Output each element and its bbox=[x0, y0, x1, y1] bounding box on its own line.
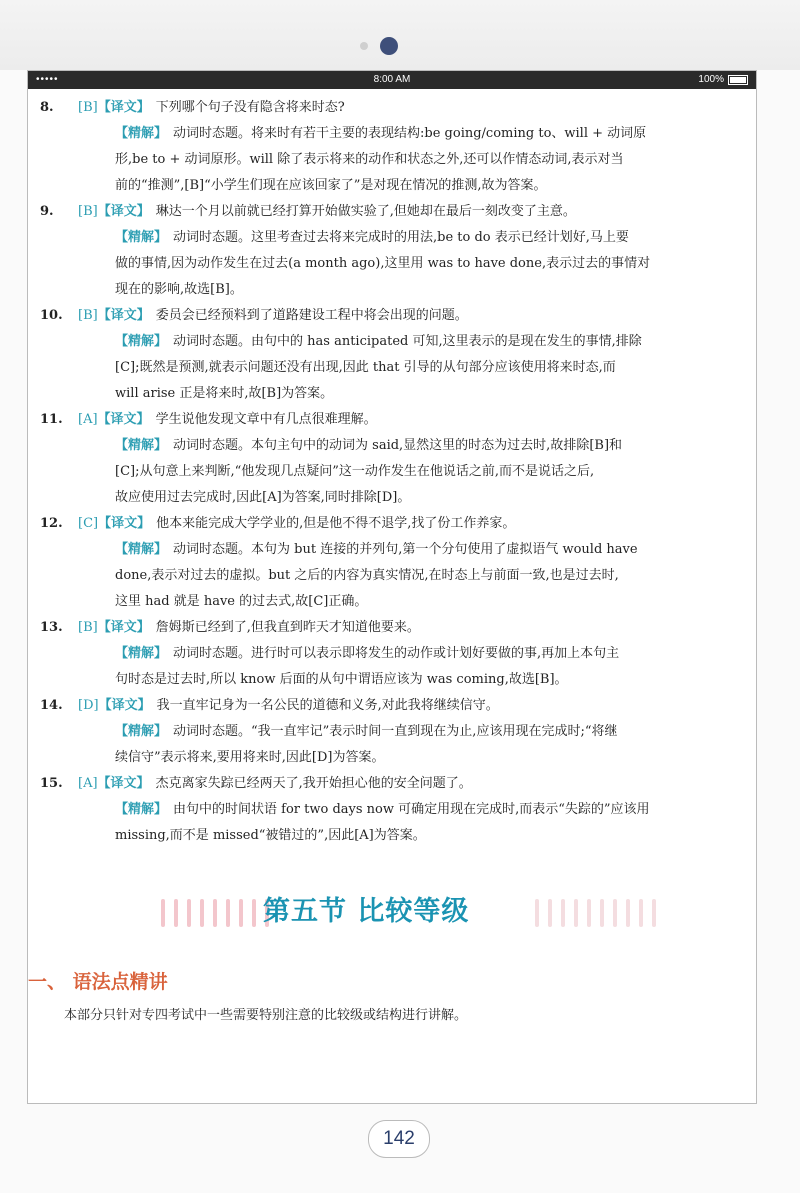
explanation-text: will arise 正是将来时,故[B]为答案。 bbox=[115, 386, 334, 401]
translation-tag: 【译文】 bbox=[97, 776, 150, 791]
explanation-text: 这里 had 就是 have 的过去式,故[C]正确。 bbox=[115, 594, 368, 609]
device-bezel bbox=[0, 0, 800, 70]
explanation-line bbox=[40, 251, 744, 277]
translation-line bbox=[40, 771, 744, 797]
explanation-text: 动词时态题。“我一直牢记”表示时间一直到现在为止,应该用现在完成时;“将继 bbox=[173, 724, 618, 739]
explanation-text: 动词时态题。由句中的 has anticipated 可知,这里表示的是现在发生的事情,排除 bbox=[173, 334, 642, 349]
translation-line bbox=[40, 407, 744, 433]
explanation-text: 动词时态题。本句主句中的动词为 said,显然这里的时态为过去时,故排除[B]和 bbox=[173, 438, 623, 453]
translation-tag: 【译文】 bbox=[97, 204, 150, 219]
item-number: 15. bbox=[40, 776, 63, 791]
translation-tag: 【译文】 bbox=[98, 516, 151, 531]
translation-line bbox=[40, 693, 744, 719]
translation-text: 杰克离家失踪已经两天了,我开始担心他的安全问题了。 bbox=[155, 776, 472, 791]
subheading: 一、 语法点精讲 bbox=[28, 971, 168, 993]
explanation-line bbox=[40, 537, 744, 563]
item-number: 11. bbox=[40, 412, 63, 427]
explanation-text: 句时态是过去时,所以 know 后面的从句中谓语应该为 was coming,故选[B]。 bbox=[115, 672, 568, 687]
explanation-line bbox=[40, 277, 744, 303]
explanation-line bbox=[40, 355, 744, 381]
explanation-text: 动词时态题。进行时可以表示即将发生的动作或计划好要做的事,再加上本句主 bbox=[173, 646, 620, 661]
answer-letter: [C] bbox=[78, 516, 99, 531]
explanation-line bbox=[40, 485, 744, 511]
explanation-text: 现在的影响,故选[B]。 bbox=[115, 282, 243, 297]
explanation-line bbox=[40, 329, 744, 355]
answer-item bbox=[40, 511, 744, 615]
explanation-line bbox=[40, 641, 744, 667]
sensor-dot bbox=[360, 42, 368, 50]
answer-letter: [A] bbox=[78, 412, 98, 427]
explanation-line bbox=[40, 719, 744, 745]
explanation-line bbox=[40, 173, 744, 199]
translation-text: 学生说他发现文章中有几点很难理解。 bbox=[155, 412, 377, 427]
section-title bbox=[28, 887, 756, 937]
translation-text: 我一直牢记身为一名公民的道德和义务,对此我将继续信守。 bbox=[156, 698, 499, 713]
item-number: 9. bbox=[40, 204, 54, 219]
translation-line bbox=[40, 199, 744, 225]
translation-text: 詹姆斯已经到了,但我直到昨天才知道他要来。 bbox=[155, 620, 420, 635]
translation-line bbox=[40, 95, 744, 121]
translation-text: 他本来能完成大学学业的,但是他不得不退学,找了份工作养家。 bbox=[156, 516, 516, 531]
translation-line bbox=[40, 615, 744, 641]
explanation-line bbox=[40, 225, 744, 251]
answer-letter: [B] bbox=[78, 620, 98, 635]
explanation-tag: 【精解】 bbox=[115, 438, 168, 453]
item-number: 12. bbox=[40, 516, 63, 531]
translation-text: 下列哪个句子没有隐含将来时态? bbox=[155, 100, 345, 115]
translation-text: 委员会已经预料到了道路建设工程中将会出现的问题。 bbox=[155, 308, 468, 323]
item-number: 10. bbox=[40, 308, 63, 323]
answer-item bbox=[40, 407, 744, 511]
explanation-tag: 【精解】 bbox=[115, 724, 168, 739]
explanation-text: [C];既然是预测,就表示问题还没有出现,因此 that 引导的从句部分应该使用将来时态,而 bbox=[115, 360, 616, 375]
answer-item bbox=[40, 615, 744, 693]
explanation-line bbox=[40, 121, 744, 147]
explanation-text: 做的事情,因为动作发生在过去(a month ago),这里用 was to have done,表示过去的事情对 bbox=[115, 256, 651, 271]
translation-tag: 【译文】 bbox=[97, 412, 150, 427]
explanation-line bbox=[40, 823, 744, 849]
explanation-line bbox=[40, 459, 744, 485]
explanation-line bbox=[40, 667, 744, 693]
item-number: 13. bbox=[40, 620, 63, 635]
answer-letter: [A] bbox=[78, 776, 98, 791]
translation-tag: 【译文】 bbox=[97, 308, 150, 323]
explanation-text: 动词时态题。这里考查过去将来完成时的用法,be to do 表示已经计划好,马上要 bbox=[173, 230, 629, 245]
explanation-text: 由句中的时间状语 for two days now 可确定用现在完成时,而表示“失踪的”应该用 bbox=[173, 802, 650, 817]
answer-item bbox=[40, 95, 744, 199]
answer-letter: [B] bbox=[78, 308, 98, 323]
item-number: 8. bbox=[40, 100, 54, 115]
explanation-text: 故应使用过去完成时,因此[A]为答案,同时排除[D]。 bbox=[115, 490, 411, 505]
camera-dot bbox=[380, 37, 398, 55]
explanation-line bbox=[40, 589, 744, 615]
explanation-text: 续信守”表示将来,要用将来时,因此[D]为答案。 bbox=[115, 750, 385, 765]
explanation-text: 动词时态题。将来时有若干主要的表现结构:be going/coming to、will + 动词原 bbox=[173, 126, 647, 141]
explanation-tag: 【精解】 bbox=[115, 646, 168, 661]
translation-line bbox=[40, 511, 744, 537]
battery-indicator bbox=[698, 74, 748, 85]
explanation-text: 形,be to + 动词原形。will 除了表示将来的动作和状态之外,还可以作情态动词,表示对当 bbox=[115, 152, 624, 167]
explanation-line bbox=[40, 433, 744, 459]
intro-text: 本部分只针对专四考试中一些需要特别注意的比较级或结构进行讲解。 bbox=[64, 1008, 468, 1023]
explanation-text: done,表示对过去的虚拟。but 之后的内容为真实情况,在时态上与前面一致,也是过去时, bbox=[115, 568, 619, 583]
explanation-tag: 【精解】 bbox=[115, 230, 168, 245]
screen bbox=[27, 70, 757, 1104]
status-bar bbox=[28, 71, 756, 89]
explanation-tag: 【精解】 bbox=[115, 542, 168, 557]
explanation-text: 动词时态题。本句为 but 连接的并列句,第一个分句使用了虚拟语气 would have bbox=[173, 542, 638, 557]
explanation-text: missing,而不是 missed“被错过的”,因此[A]为答案。 bbox=[115, 828, 426, 843]
section-title-text: 第五节 比较等级 bbox=[263, 896, 470, 927]
translation-text: 琳达一个月以前就已经打算开始做实验了,但她却在最后一刻改变了主意。 bbox=[155, 204, 576, 219]
answer-letter: [B] bbox=[78, 204, 98, 219]
battery-icon bbox=[728, 75, 748, 85]
answer-item bbox=[40, 693, 744, 771]
answer-list bbox=[28, 89, 756, 849]
decor-bars-right bbox=[535, 899, 656, 927]
explanation-line bbox=[40, 797, 744, 823]
status-time: 8:00 AM bbox=[373, 74, 411, 85]
translation-tag: 【译文】 bbox=[97, 100, 150, 115]
translation-line bbox=[40, 303, 744, 329]
signal-icon: ••••• bbox=[36, 74, 59, 85]
translation-tag: 【译文】 bbox=[97, 620, 150, 635]
explanation-text: 前的“推测”,[B]“小学生们现在应该回家了”是对现在情况的推测,故为答案。 bbox=[115, 178, 547, 193]
answer-item bbox=[40, 771, 744, 849]
explanation-tag: 【精解】 bbox=[115, 334, 168, 349]
explanation-tag: 【精解】 bbox=[115, 802, 168, 817]
answer-item bbox=[40, 199, 744, 303]
explanation-text: [C];从句意上来判断,“他发现几点疑问”这一动作发生在他说话之前,而不是说话之后, bbox=[115, 464, 595, 479]
explanation-line bbox=[40, 381, 744, 407]
answer-letter: [B] bbox=[78, 100, 98, 115]
explanation-line bbox=[40, 745, 744, 771]
item-number: 14. bbox=[40, 698, 63, 713]
answer-item bbox=[40, 303, 744, 407]
translation-tag: 【译文】 bbox=[98, 698, 151, 713]
answer-letter: [D] bbox=[78, 698, 99, 713]
page-number: 142 bbox=[368, 1120, 430, 1158]
explanation-line bbox=[40, 563, 744, 589]
battery-percent: 100% bbox=[698, 74, 724, 85]
explanation-tag: 【精解】 bbox=[115, 126, 168, 141]
explanation-line bbox=[40, 147, 744, 173]
decor-bars-left bbox=[161, 899, 269, 927]
